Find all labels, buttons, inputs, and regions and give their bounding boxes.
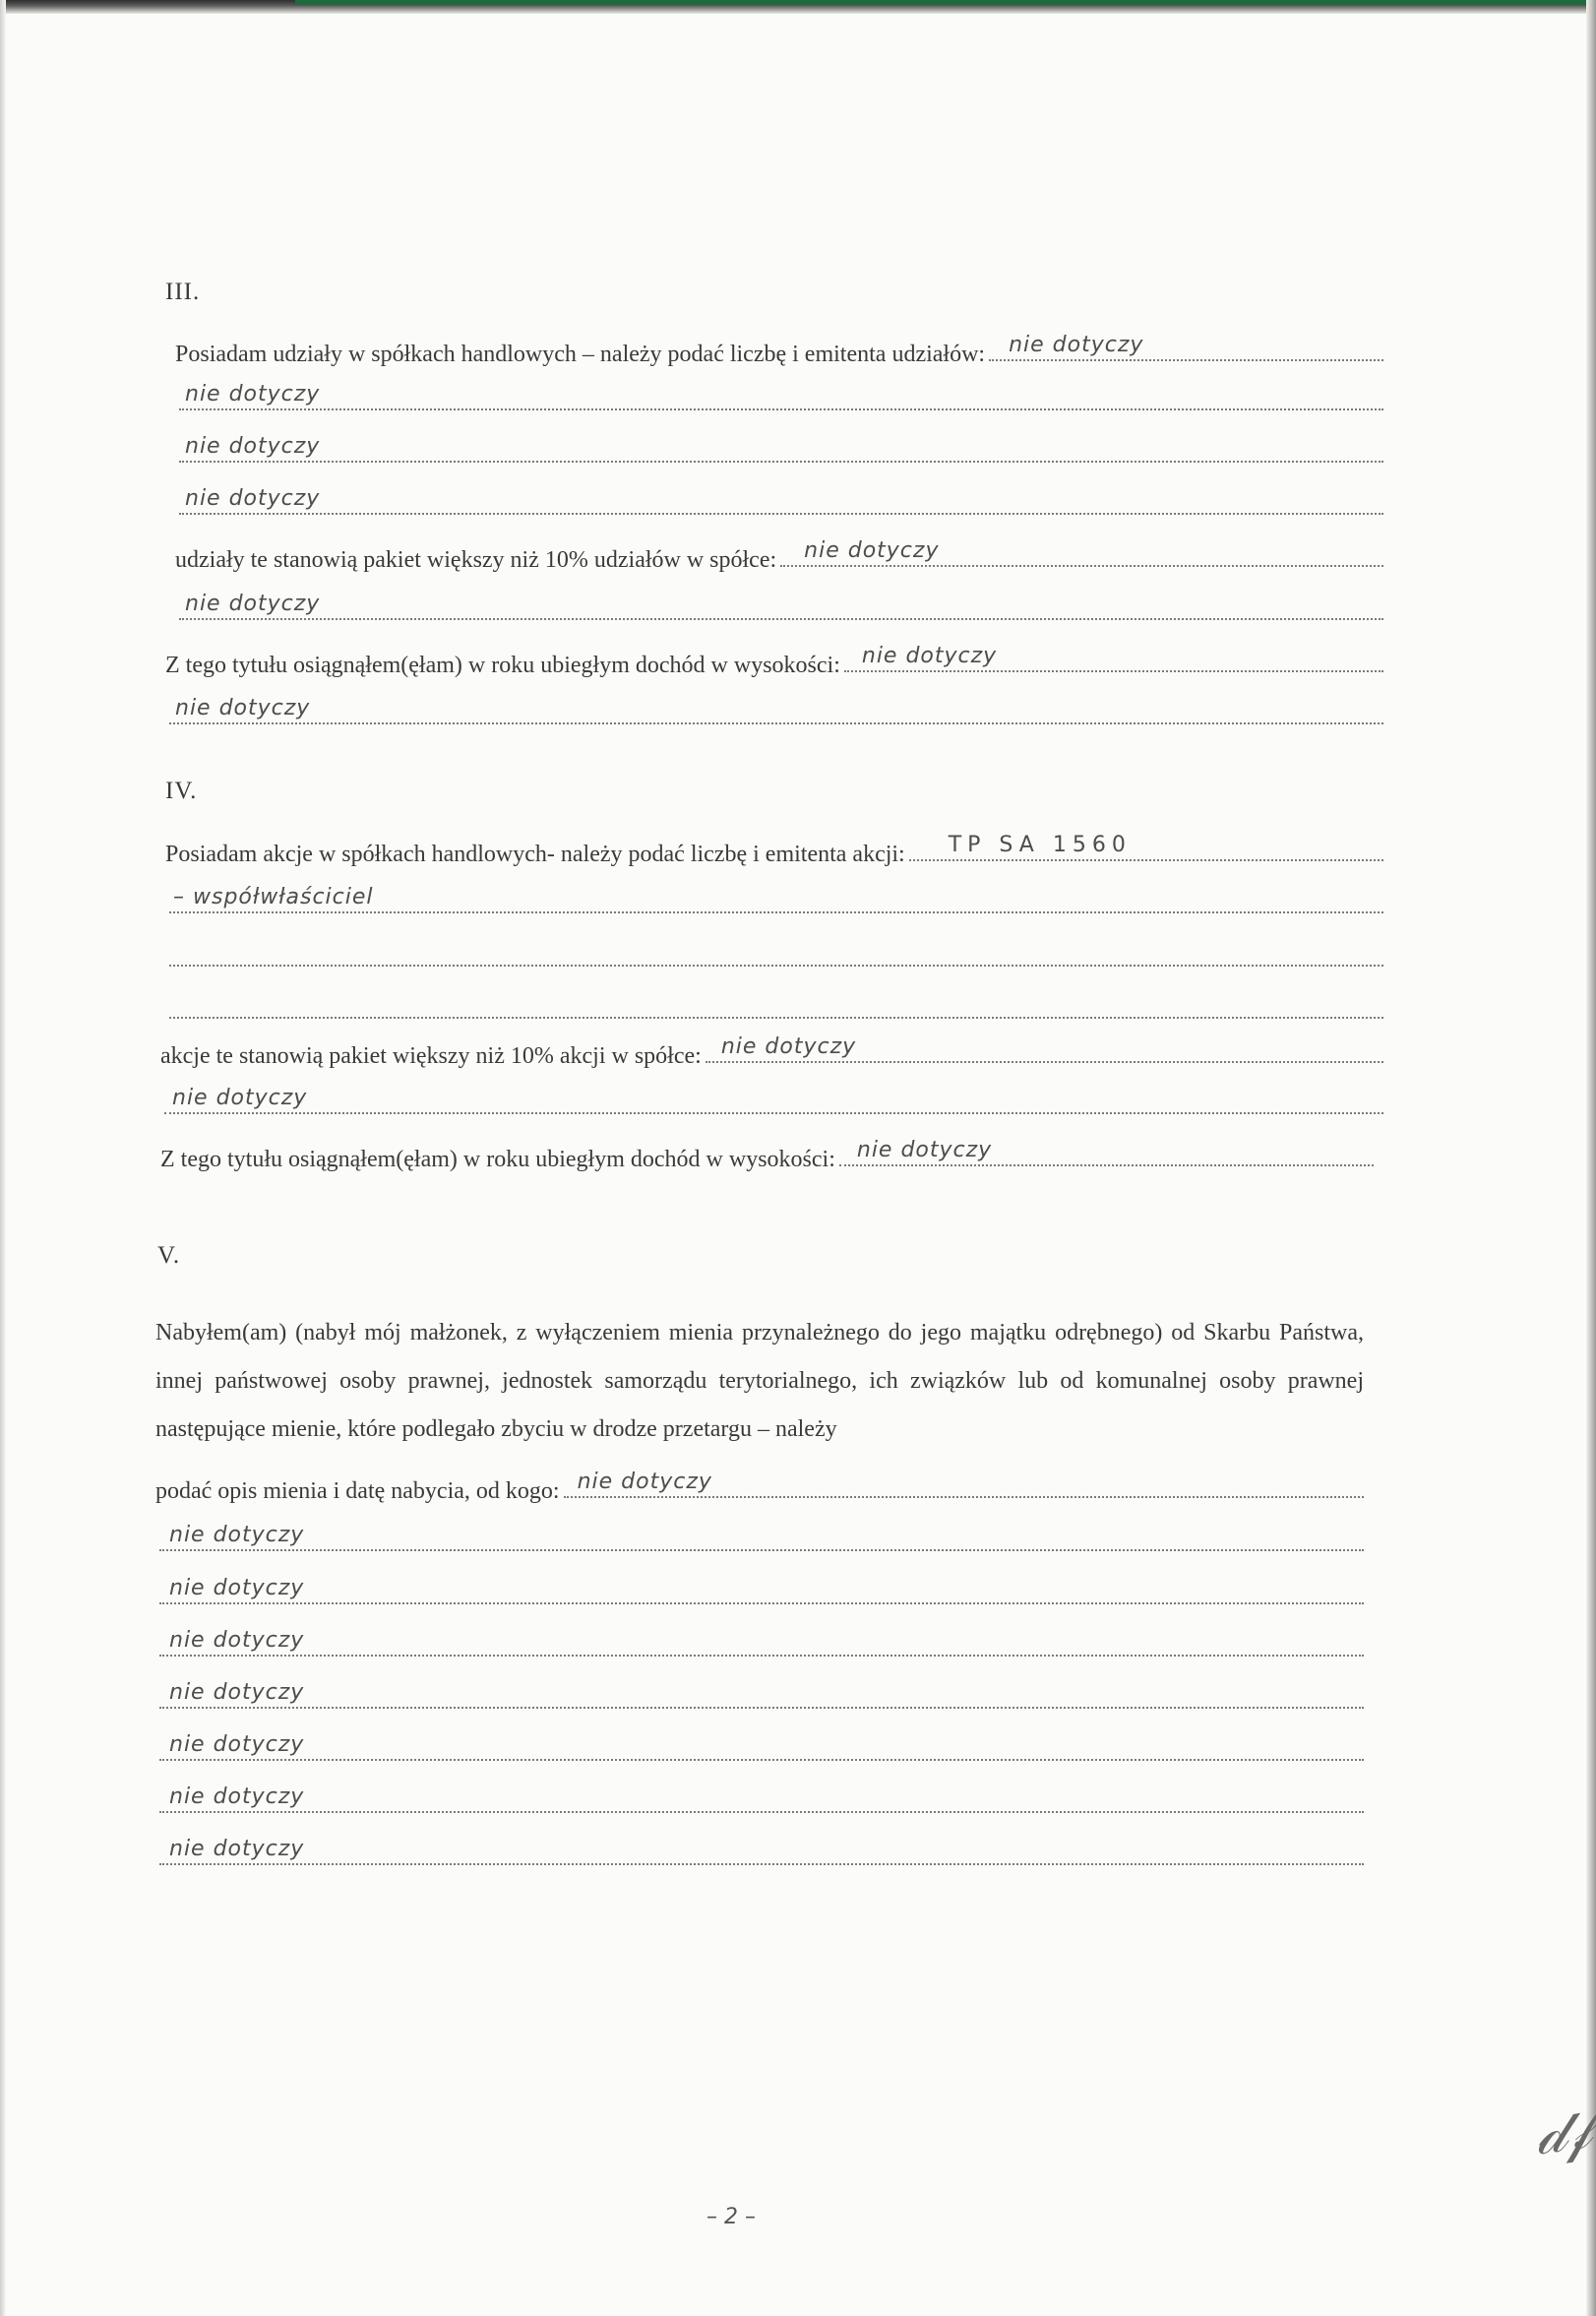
section-5-title: V. [157,1242,181,1269]
s3-stake-line [175,538,1383,574]
s3-shares-label: Posiadam udziały w spółkach handlowych – należy podać liczbę i emitenta udziałów: [175,342,986,367]
s5-continuation-handwriting: nie dotyczy [169,1732,305,1757]
s3-continuation-dots [169,696,1383,724]
s3-continuation-line [175,382,1383,410]
s5-acquisition-label: podać opis mienia i datę nabycia, od kogo: [155,1478,560,1504]
s3-continuation-line [165,696,1383,724]
s5-continuation-line [155,1732,1364,1761]
s3-continuation-handwriting: nie dotyczy [175,696,311,720]
s3-continuation-dots [179,382,1383,410]
s5-paragraph: Nabyłem(am) (nabył mój małżonek, z wyłączeniem mienia przynależnego do jego majątku odrębnego) od Skarbu Państwa, innej państwowej osoby prawnej, jednostek samorządu terytorialnego, ich związków lub od komunalnej osoby prawnej następujące mienie, które podlegało zbyciu w drodze przetargu – należy [155,1320,1364,1442]
s3-continuation-handwriting: nie dotyczy [185,486,321,511]
s5-continuation-dots [159,1680,1364,1709]
s5-acquisition-handwriting: nie dotyczy [577,1470,712,1494]
s4-income-label: Z tego tytułu osiągnąłem(ęłam) w roku ubiegłym dochód w wysokości: [160,1147,835,1172]
s5-acquisition-dots [564,1470,1364,1498]
s3-income-line [165,644,1383,679]
s3-income-label: Z tego tytułu osiągnąłem(ęłam) w roku ubiegłym dochód w wysokości: [165,653,840,678]
s5-continuation-handwriting: nie dotyczy [169,1576,305,1600]
s3-stake-dots [780,538,1383,567]
s4-stake-line [160,1034,1383,1070]
s4-continuation-handwriting: nie dotyczy [172,1086,308,1110]
s3-shares-dots [989,333,1383,361]
s5-continuation-dots [159,1837,1364,1865]
scan-right-edge [1586,0,1596,2316]
s4-income-handwriting: nie dotyczy [856,1138,993,1162]
s3-income-handwriting: nie dotyczy [861,644,998,668]
page-number: – 2 – [706,2205,756,2229]
s5-continuation-handwriting: nie dotyczy [169,1680,305,1705]
s5-continuation-line [155,1680,1364,1709]
s5-continuation-handwriting: nie dotyczy [169,1784,305,1809]
s3-continuation-line [175,592,1383,620]
s5-continuation-dots [159,1523,1364,1551]
s3-continuation-dots [179,592,1383,620]
s3-continuation-dots [179,434,1383,463]
s3-continuation-handwriting: nie dotyczy [185,592,321,616]
s4-stake-label: akcje te stanowią pakiet większy niż 10% akcji w spółce: [160,1043,702,1069]
scan-top-edge [0,0,1596,14]
s4-shares-label: Posiadam akcje w spółkach handlowych- należy podać liczbę i emitenta akcji: [165,842,905,867]
s5-continuation-line [155,1628,1364,1657]
s5-continuation-dots [159,1784,1364,1813]
s3-continuation-dots [179,486,1383,515]
s3-continuation-handwriting: nie dotyczy [185,434,321,459]
s3-continuation-line [175,486,1383,515]
s5-continuation-dots [159,1732,1364,1761]
s3-continuation-handwriting: nie dotyczy [185,382,321,407]
margin-signature-initials: 𝒹𝒻 [1530,2093,1596,2169]
s4-shares-dots [909,833,1383,861]
s4-stake-dots [706,1034,1383,1063]
s5-continuation-handwriting: nie dotyczy [169,1837,305,1861]
s4-income-line [160,1138,1374,1173]
s5-continuation-handwriting: nie dotyczy [169,1628,305,1653]
s5-continuation-dots [159,1576,1364,1604]
s5-continuation-line [155,1523,1364,1551]
s4-continuation-handwriting: – współwłaściciel [173,885,374,909]
s3-shares-line [175,333,1383,368]
s4-continuation-line [160,1086,1383,1114]
s4-income-dots [839,1138,1374,1166]
s3-stake-handwriting: nie dotyczy [804,538,940,563]
s4-continuation-line [165,885,1383,913]
scan-left-edge [0,0,6,2316]
s3-income-dots [844,644,1383,672]
section-3-title: III. [165,279,201,305]
s4-continuation-dots [169,885,1383,913]
s4-continuation-dots [164,1086,1383,1114]
s4-shares-line [165,833,1383,868]
s4-blank-dots [169,947,1383,967]
s4-blank-line [165,947,1383,967]
s5-continuation-line [155,1576,1364,1604]
s5-continuation-handwriting: nie dotyczy [169,1523,305,1547]
s5-continuation-line [155,1837,1364,1865]
s4-blank-line [165,999,1383,1019]
s5-acquisition-line [155,1470,1364,1505]
s3-continuation-line [175,434,1383,463]
s3-shares-handwriting: nie dotyczy [1009,333,1144,357]
s5-continuation-dots [159,1628,1364,1657]
section-4-title: IV. [165,778,198,804]
s4-shares-handwriting: TP SA 1560 [948,833,1132,857]
s4-stake-handwriting: nie dotyczy [720,1034,857,1059]
s5-continuation-line [155,1784,1364,1813]
s3-stake-label: udziały te stanowią pakiet większy niż 10% udziałów w spółce: [175,547,777,573]
s4-blank-dots [169,999,1383,1019]
